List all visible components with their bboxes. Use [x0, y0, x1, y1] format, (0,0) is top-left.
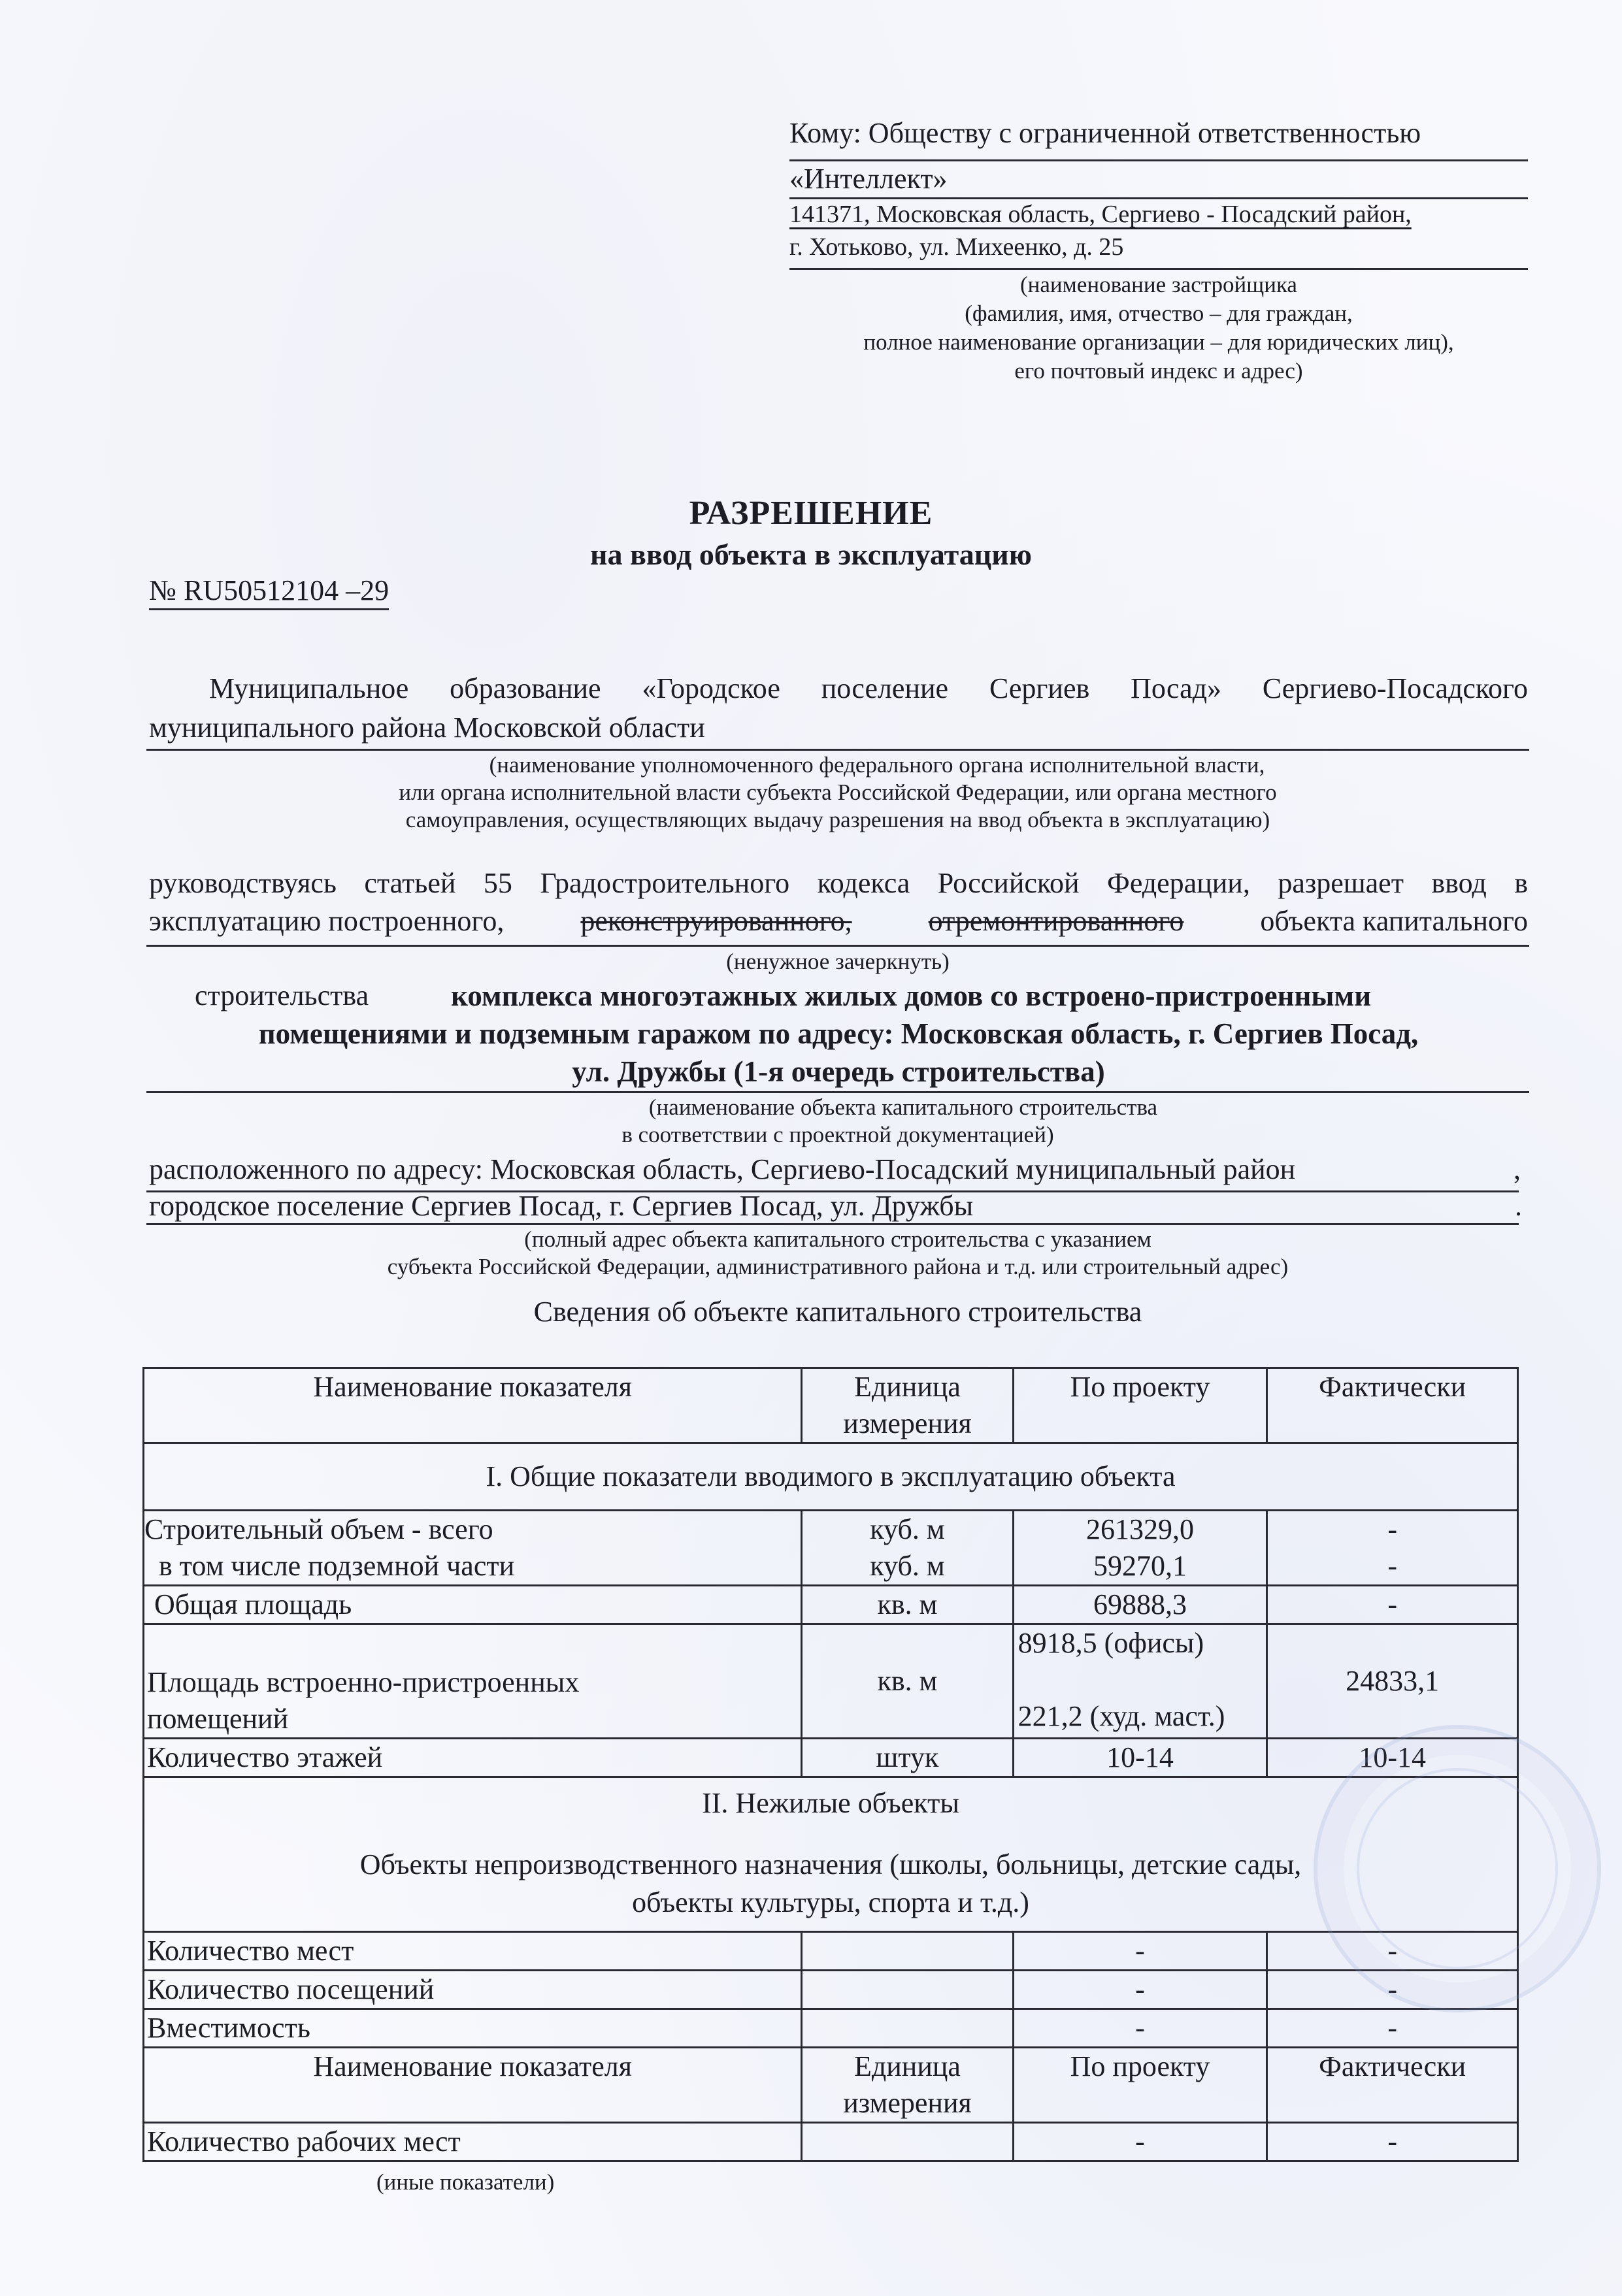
row-unit [802, 1932, 1013, 1971]
row-unit [802, 2123, 1013, 2161]
row-actual: - [1267, 1586, 1518, 1624]
recipient-underline-1 [789, 159, 1528, 161]
row-project: 69888,3 [1013, 1586, 1267, 1624]
caption-line: (наименование уполномоченного федерального органа исполнительной власти, [489, 752, 1265, 778]
row-project [1013, 1624, 1267, 1739]
address-line-2-end: . [1515, 1190, 1522, 1222]
recipient-underline-2 [789, 197, 1528, 199]
row-name: Количество рабочих мест [144, 2123, 802, 2161]
header-indicator: Наименование показателя [144, 2048, 802, 2123]
address-line-1-end: , [1514, 1153, 1521, 1185]
row-project: - [1013, 2123, 1267, 2161]
row-unit [802, 1511, 1013, 1586]
permit-text-line-2 [149, 902, 1528, 941]
recipient-caption [789, 271, 1528, 385]
document-title: РАЗРЕШЕНИЕ [689, 495, 933, 532]
caption-line: в соответствии с проектной документацией) [621, 1122, 1054, 1147]
recipient-address-line-2: г. Хотьково, ул. Михеенко, д. 25 [789, 233, 1124, 261]
address-underline-2 [146, 1223, 1519, 1225]
table-title: Сведения об объекте капитального строительства [533, 1296, 1142, 1328]
row-actual [1267, 1511, 1518, 1586]
text-capital-object: объекта капитального [1260, 905, 1528, 937]
recipient-line-1: Кому: Обществу с ограниченной ответственностью [789, 117, 1421, 149]
text-reconstructed-struck: реконструированного, [580, 905, 852, 937]
row-actual: - [1267, 2123, 1518, 2161]
row-unit [802, 1971, 1013, 2009]
object-name-line-3: ул. Дружбы (1-я очередь строительства) [572, 1055, 1105, 1088]
header-indicator: Наименование показателя [144, 1368, 802, 1443]
unit-value: куб. м [870, 1513, 945, 1545]
project-value: 261329,0 [1086, 1513, 1194, 1545]
row-actual: - [1267, 1932, 1518, 1971]
actual-value: - [1387, 1550, 1397, 1582]
header-project: По проекту [1013, 1368, 1267, 1443]
row-name: Общая площадь [144, 1586, 802, 1624]
project-value: 59270,1 [1093, 1550, 1187, 1582]
table-row [144, 2009, 1518, 2048]
permit-underline [146, 945, 1529, 947]
table-row [144, 2123, 1518, 2161]
row-project: 10-14 [1013, 1739, 1267, 1777]
row-project: - [1013, 1932, 1267, 1971]
row-name-line: Площадь встроенно-пристроенных [147, 1666, 580, 1698]
header-project: По проекту [1013, 2048, 1267, 2123]
text-repaired-struck: отремонтированного [928, 905, 1184, 937]
caption-line: субъекта Российской Федерации, административного района и т.д. или строительный адрес) [387, 1254, 1289, 1279]
permit-text-line-1: руководствуясь статьей 55 Градостроительного кодекса Российской Федерации, разрешает ввод в [149, 867, 1528, 899]
row-name-line: помещений [147, 1703, 289, 1735]
row-project: - [1013, 1971, 1267, 2009]
object-name-line-2: помещениями и подземным гаражом по адресу: Московская область, г. Сергиев Посад, [258, 1017, 1419, 1050]
header-actual: Фактически [1267, 2048, 1518, 2123]
row-name: Количество посещений [144, 1971, 802, 2009]
row-unit: кв. м [802, 1624, 1013, 1739]
table-row [144, 1739, 1518, 1777]
row-actual: - [1267, 1971, 1518, 2009]
section-2-title: II. Нежилые объекты [702, 1787, 959, 1819]
recipient-line-2: «Интеллект» [789, 163, 948, 195]
row-name: Количество этажей [144, 1739, 802, 1777]
object-caption [146, 1094, 1529, 1149]
permit-number: № RU50512104 –29 [149, 574, 389, 610]
authority-line-2: муниципального района Московской области [149, 712, 705, 744]
object-info-table [142, 1367, 1519, 2162]
caption-line: (полный адрес объекта капитального строительства с указанием [524, 1226, 1151, 1252]
row-unit: кв. м [802, 1586, 1013, 1624]
section-2 [144, 1777, 1518, 1932]
header-unit: Единица измерения [802, 1368, 1013, 1443]
address-line-1: расположенного по адресу: Московская область, Сергиево-Посадский муниципальный район [149, 1153, 1296, 1185]
object-name-line-1: комплекса многоэтажных жилых домов со встроено-пристроенными [451, 979, 1372, 1012]
address-line-2: городское поселение Сергиев Посад, г. Сергиев Посад, ул. Дружбы [149, 1190, 974, 1222]
caption-line: (фамилия, имя, отчество – для граждан, [965, 301, 1353, 326]
row-name [144, 1511, 802, 1586]
table-row [144, 1971, 1518, 2009]
row-unit: штук [802, 1739, 1013, 1777]
permit-caption: (ненужное зачеркнуть) [726, 949, 950, 974]
row-actual: - [1267, 2009, 1518, 2048]
project-value-offices: 8918,5 (офисы) [1018, 1627, 1204, 1659]
address-caption [146, 1226, 1529, 1281]
table-row [144, 1586, 1518, 1624]
row-unit [802, 2009, 1013, 2048]
row-name: Вместимость [144, 2009, 802, 2048]
table-footnote: (иные показатели) [376, 2169, 555, 2195]
row-name: Количество мест [144, 1932, 802, 1971]
authority-line-1: Муниципальное образование «Городское поселение Сергиев Посад» Сергиево-Посадского [209, 672, 1528, 704]
row-project: - [1013, 2009, 1267, 2048]
actual-value: - [1387, 1513, 1397, 1545]
authority-caption [146, 751, 1529, 834]
row-project [1013, 1511, 1267, 1586]
unit-value: куб. м [870, 1550, 945, 1582]
table-header-row-repeat [144, 2048, 1518, 2123]
table-row [144, 1511, 1518, 1586]
caption-line: или органа исполнительной власти субъекта Российской Федерации, или органа местного [399, 779, 1277, 805]
table-row [144, 1932, 1518, 1971]
row-name [144, 1624, 802, 1739]
header-unit: Единица измерения [802, 2048, 1013, 2123]
object-underline [146, 1091, 1529, 1093]
recipient-address-line-1: 141371, Московская область, Сергиево - Посадский район, [789, 201, 1412, 228]
caption-line: полное наименование организации – для юридических лиц), [863, 329, 1454, 355]
row-actual: 10-14 [1267, 1739, 1518, 1777]
section-2-subtitle-line: объекты культуры, спорта и т.д.) [632, 1886, 1029, 1918]
caption-line: (наименование застройщика [1020, 272, 1297, 297]
table-row [144, 1624, 1518, 1739]
caption-line: самоуправления, осуществляющих выдачу разрешения на ввод объекта в эксплуатацию) [405, 807, 1270, 832]
section-row [144, 1777, 1518, 1932]
section-1-title: I. Общие показатели вводимого в эксплуатацию объекта [144, 1443, 1518, 1511]
caption-line: его почтовый индекс и адрес) [1014, 358, 1303, 384]
header-actual: Фактически [1267, 1368, 1518, 1443]
row-name-total: Строительный объем - всего [144, 1513, 493, 1545]
document-subtitle: на ввод объекта в эксплуатацию [590, 538, 1032, 571]
official-stamp [1314, 1725, 1601, 2012]
object-prefix: строительства [195, 979, 369, 1011]
recipient-underline-3 [789, 268, 1528, 270]
authority-underline [146, 749, 1529, 751]
row-actual: 24833,1 [1267, 1624, 1518, 1739]
caption-line: (наименование объекта капитального строительства [648, 1094, 1158, 1120]
text-built: эксплуатацию построенного, [149, 905, 505, 937]
section-2-subtitle-line: Объекты непроизводственного назначения (школы, больницы, детские сады, [359, 1848, 1302, 1880]
table-header-row [144, 1368, 1518, 1443]
section-row [144, 1443, 1518, 1511]
project-value-workshops: 221,2 (худ. маст.) [1018, 1700, 1225, 1732]
row-name-underground: в том числе подземной части [144, 1550, 515, 1582]
